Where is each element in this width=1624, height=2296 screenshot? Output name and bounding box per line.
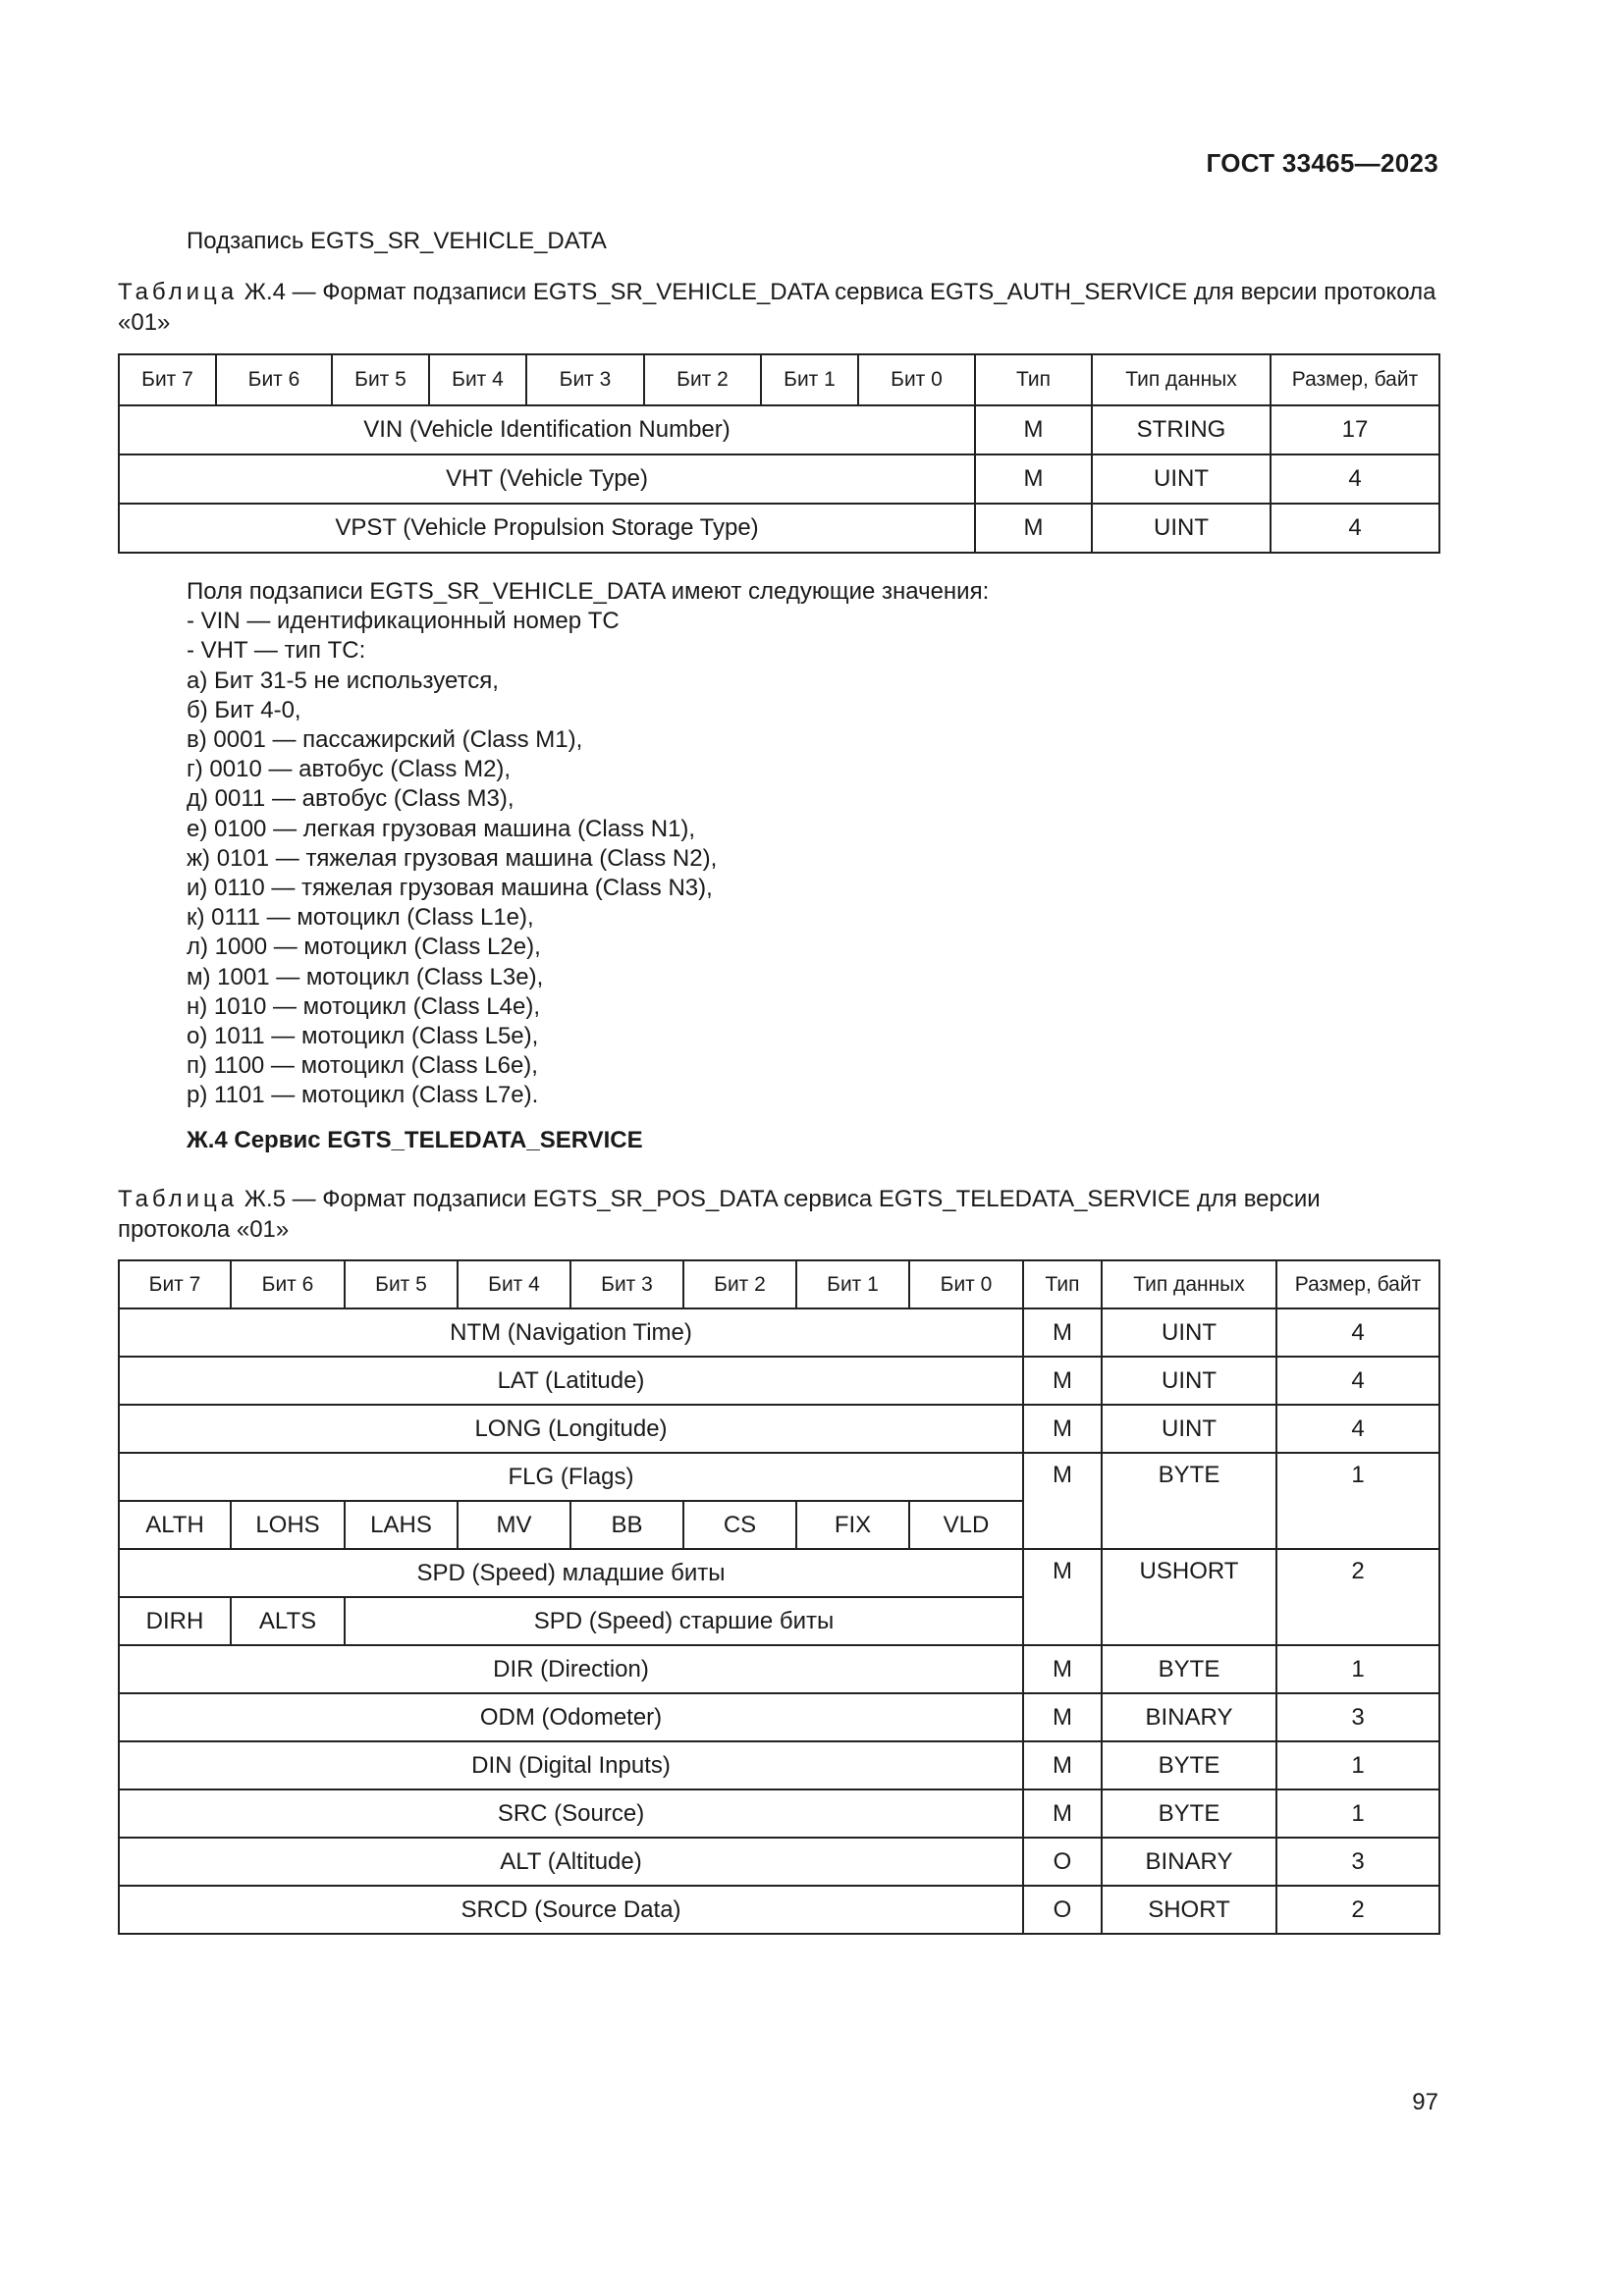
note-line: ж) 0101 — тяжелая грузовая машина (Class N2), bbox=[187, 844, 718, 872]
type-cell: M bbox=[1023, 1357, 1102, 1405]
size-cell: 4 bbox=[1276, 1405, 1439, 1453]
type-cell: M bbox=[975, 405, 1092, 454]
field-name-cell: SRC (Source) bbox=[119, 1789, 1023, 1838]
table4-header-cell: Тип bbox=[975, 354, 1092, 405]
note-line: е) 0100 — легкая грузовая машина (Class N1), bbox=[187, 815, 696, 842]
note-line: р) 1101 — мотоцикл (Class L7e). bbox=[187, 1082, 539, 1109]
field-name-cell: DIN (Digital Inputs) bbox=[119, 1741, 1023, 1789]
table4-header-cell: Бит 2 bbox=[644, 354, 761, 405]
data-type-cell: UINT bbox=[1102, 1405, 1276, 1453]
type-cell: M bbox=[975, 454, 1092, 504]
flag-bit-cell: DIRH bbox=[119, 1597, 231, 1645]
table-row bbox=[119, 1886, 1439, 1934]
data-type-cell: UINT bbox=[1102, 1357, 1276, 1405]
table4-caption-text: Ж.4 — Формат подзаписи EGTS_SR_VEHICLE_DATA сервиса EGTS_AUTH_SERVICE для версии протокола «01» bbox=[118, 279, 1436, 336]
table5-header-cell: Бит 7 bbox=[119, 1260, 231, 1308]
field-name-cell: SPD (Speed) младшие биты bbox=[119, 1549, 1023, 1597]
table4-header-cell: Бит 1 bbox=[761, 354, 858, 405]
data-type-cell: BINARY bbox=[1102, 1838, 1276, 1886]
note-line: м) 1001 — мотоцикл (Class L3e), bbox=[187, 963, 544, 990]
table4-header-cell: Бит 7 bbox=[119, 354, 216, 405]
type-cell: M bbox=[1023, 1645, 1102, 1693]
table-row bbox=[119, 1357, 1439, 1405]
size-cell: 1 bbox=[1276, 1453, 1439, 1549]
field-name-cell: ODM (Odometer) bbox=[119, 1693, 1023, 1741]
table-row bbox=[119, 1693, 1439, 1741]
section-title: Ж.4 Сервис EGTS_TELEDATA_SERVICE bbox=[187, 1127, 643, 1153]
type-cell: M bbox=[1023, 1549, 1102, 1645]
pos-data-table bbox=[118, 1259, 1440, 1935]
size-cell: 17 bbox=[1271, 405, 1439, 454]
flag-bit-cell: ALTH bbox=[119, 1501, 231, 1549]
note-line: д) 0011 — автобус (Class M3), bbox=[187, 785, 514, 813]
type-cell: M bbox=[975, 504, 1092, 553]
note-line: в) 0001 — пассажирский (Class M1), bbox=[187, 726, 583, 754]
type-cell: M bbox=[1023, 1405, 1102, 1453]
table-row bbox=[119, 1789, 1439, 1838]
table-row bbox=[119, 504, 1439, 553]
table5-header-cell: Бит 4 bbox=[458, 1260, 570, 1308]
table5-header-cell: Тип данных bbox=[1102, 1260, 1276, 1308]
table4-header-cell: Бит 6 bbox=[216, 354, 332, 405]
table-row bbox=[119, 1405, 1439, 1453]
size-cell: 1 bbox=[1276, 1645, 1439, 1693]
type-cell: M bbox=[1023, 1453, 1102, 1549]
note-line: - VIN — идентификационный номер ТС bbox=[187, 608, 620, 635]
table4-header-cell: Размер, байт bbox=[1271, 354, 1439, 405]
size-cell: 4 bbox=[1271, 454, 1439, 504]
type-cell: M bbox=[1023, 1789, 1102, 1838]
field-name-cell: VHT (Vehicle Type) bbox=[119, 454, 975, 504]
subrecord-heading: Подзапись EGTS_SR_VEHICLE_DATA bbox=[187, 228, 607, 254]
field-name-cell: LAT (Latitude) bbox=[119, 1357, 1023, 1405]
note-line: и) 0110 — тяжелая грузовая машина (Class N3), bbox=[187, 875, 713, 902]
size-cell: 2 bbox=[1276, 1886, 1439, 1934]
table4-header-cell: Бит 3 bbox=[526, 354, 644, 405]
table4-header-cell: Тип данных bbox=[1092, 354, 1271, 405]
table5-header-row bbox=[119, 1260, 1439, 1308]
field-name-cell: SRCD (Source Data) bbox=[119, 1886, 1023, 1934]
table5-header-cell: Бит 3 bbox=[570, 1260, 683, 1308]
page-number: 97 bbox=[1412, 2089, 1438, 2115]
table4-header-cell: Бит 4 bbox=[429, 354, 526, 405]
note-line: а) Бит 31-5 не используется, bbox=[187, 667, 499, 694]
table5-caption-text: Ж.5 — Формат подзаписи EGTS_SR_POS_DATA сервиса EGTS_TELEDATA_SERVICE для версии протокола «01» bbox=[118, 1186, 1321, 1243]
table4-caption-label: Таблица bbox=[118, 279, 239, 305]
field-name-cell: SPD (Speed) старшие биты bbox=[345, 1597, 1023, 1645]
type-cell: O bbox=[1023, 1838, 1102, 1886]
type-cell: O bbox=[1023, 1886, 1102, 1934]
size-cell: 3 bbox=[1276, 1693, 1439, 1741]
note-line: п) 1100 — мотоцикл (Class L6e), bbox=[187, 1052, 538, 1080]
note-line: о) 1011 — мотоцикл (Class L5e), bbox=[187, 1023, 539, 1050]
table-row bbox=[119, 1645, 1439, 1693]
size-cell: 1 bbox=[1276, 1741, 1439, 1789]
type-cell: M bbox=[1023, 1308, 1102, 1357]
table5-header-cell: Бит 6 bbox=[231, 1260, 345, 1308]
size-cell: 3 bbox=[1276, 1838, 1439, 1886]
size-cell: 4 bbox=[1271, 504, 1439, 553]
table4-header-cell: Бит 0 bbox=[858, 354, 975, 405]
field-name-cell: VPST (Vehicle Propulsion Storage Type) bbox=[119, 504, 975, 553]
field-name-cell: LONG (Longitude) bbox=[119, 1405, 1023, 1453]
field-name-cell: ALT (Altitude) bbox=[119, 1838, 1023, 1886]
field-name-cell: VIN (Vehicle Identification Number) bbox=[119, 405, 975, 454]
data-type-cell: BYTE bbox=[1102, 1789, 1276, 1838]
table-row bbox=[119, 1741, 1439, 1789]
table5-header-cell: Размер, байт bbox=[1276, 1260, 1439, 1308]
data-type-cell: STRING bbox=[1092, 405, 1271, 454]
note-line: г) 0010 — автобус (Class M2), bbox=[187, 756, 512, 783]
data-type-cell: BINARY bbox=[1102, 1693, 1276, 1741]
field-name-cell: DIR (Direction) bbox=[119, 1645, 1023, 1693]
table4-header-cell: Бит 5 bbox=[332, 354, 429, 405]
table5-header-cell: Бит 5 bbox=[345, 1260, 458, 1308]
table-row bbox=[119, 1453, 1439, 1501]
table5-header-cell: Бит 1 bbox=[796, 1260, 909, 1308]
table4-header-row bbox=[119, 354, 1439, 405]
data-type-cell: UINT bbox=[1092, 504, 1271, 553]
flag-bit-cell: LAHS bbox=[345, 1501, 458, 1549]
table5-caption bbox=[118, 1184, 1438, 1245]
note-line: Поля подзаписи EGTS_SR_VEHICLE_DATA имеют следующие значения: bbox=[187, 578, 990, 605]
table-row bbox=[119, 1549, 1439, 1597]
note-line: л) 1000 — мотоцикл (Class L2e), bbox=[187, 934, 541, 961]
field-name-cell: FLG (Flags) bbox=[119, 1453, 1023, 1501]
table4-caption bbox=[118, 277, 1438, 338]
field-name-cell: NTM (Navigation Time) bbox=[119, 1308, 1023, 1357]
table5-caption-label: Таблица bbox=[118, 1186, 239, 1212]
data-type-cell: UINT bbox=[1102, 1308, 1276, 1357]
flag-bit-cell: VLD bbox=[909, 1501, 1023, 1549]
size-cell: 1 bbox=[1276, 1789, 1439, 1838]
data-type-cell: BYTE bbox=[1102, 1741, 1276, 1789]
flag-bit-cell: FIX bbox=[796, 1501, 909, 1549]
vehicle-data-table bbox=[118, 353, 1440, 554]
data-type-cell: UINT bbox=[1092, 454, 1271, 504]
type-cell: M bbox=[1023, 1741, 1102, 1789]
size-cell: 2 bbox=[1276, 1549, 1439, 1645]
data-type-cell: SHORT bbox=[1102, 1886, 1276, 1934]
table-row bbox=[119, 405, 1439, 454]
size-cell: 4 bbox=[1276, 1357, 1439, 1405]
table5-header-cell: Бит 2 bbox=[683, 1260, 796, 1308]
data-type-cell: BYTE bbox=[1102, 1645, 1276, 1693]
table5-header-cell: Тип bbox=[1023, 1260, 1102, 1308]
flag-bit-cell: MV bbox=[458, 1501, 570, 1549]
data-type-cell: BYTE bbox=[1102, 1453, 1276, 1549]
note-line: б) Бит 4-0, bbox=[187, 696, 301, 723]
field-notes bbox=[187, 577, 989, 1111]
document-header: ГОСТ 33465—2023 bbox=[1206, 148, 1438, 178]
table-row bbox=[119, 1838, 1439, 1886]
size-cell: 4 bbox=[1276, 1308, 1439, 1357]
flag-bit-cell: LOHS bbox=[231, 1501, 345, 1549]
note-line: н) 1010 — мотоцикл (Class L4e), bbox=[187, 992, 540, 1020]
note-line: - VHT — тип ТС: bbox=[187, 637, 366, 665]
data-type-cell: USHORT bbox=[1102, 1549, 1276, 1645]
flag-bit-cell: CS bbox=[683, 1501, 796, 1549]
flag-bit-cell: BB bbox=[570, 1501, 683, 1549]
type-cell: M bbox=[1023, 1693, 1102, 1741]
flag-bit-cell: ALTS bbox=[231, 1597, 345, 1645]
table-row bbox=[119, 1308, 1439, 1357]
note-line: к) 0111 — мотоцикл (Class L1e), bbox=[187, 904, 534, 932]
table5-header-cell: Бит 0 bbox=[909, 1260, 1023, 1308]
table-row bbox=[119, 454, 1439, 504]
